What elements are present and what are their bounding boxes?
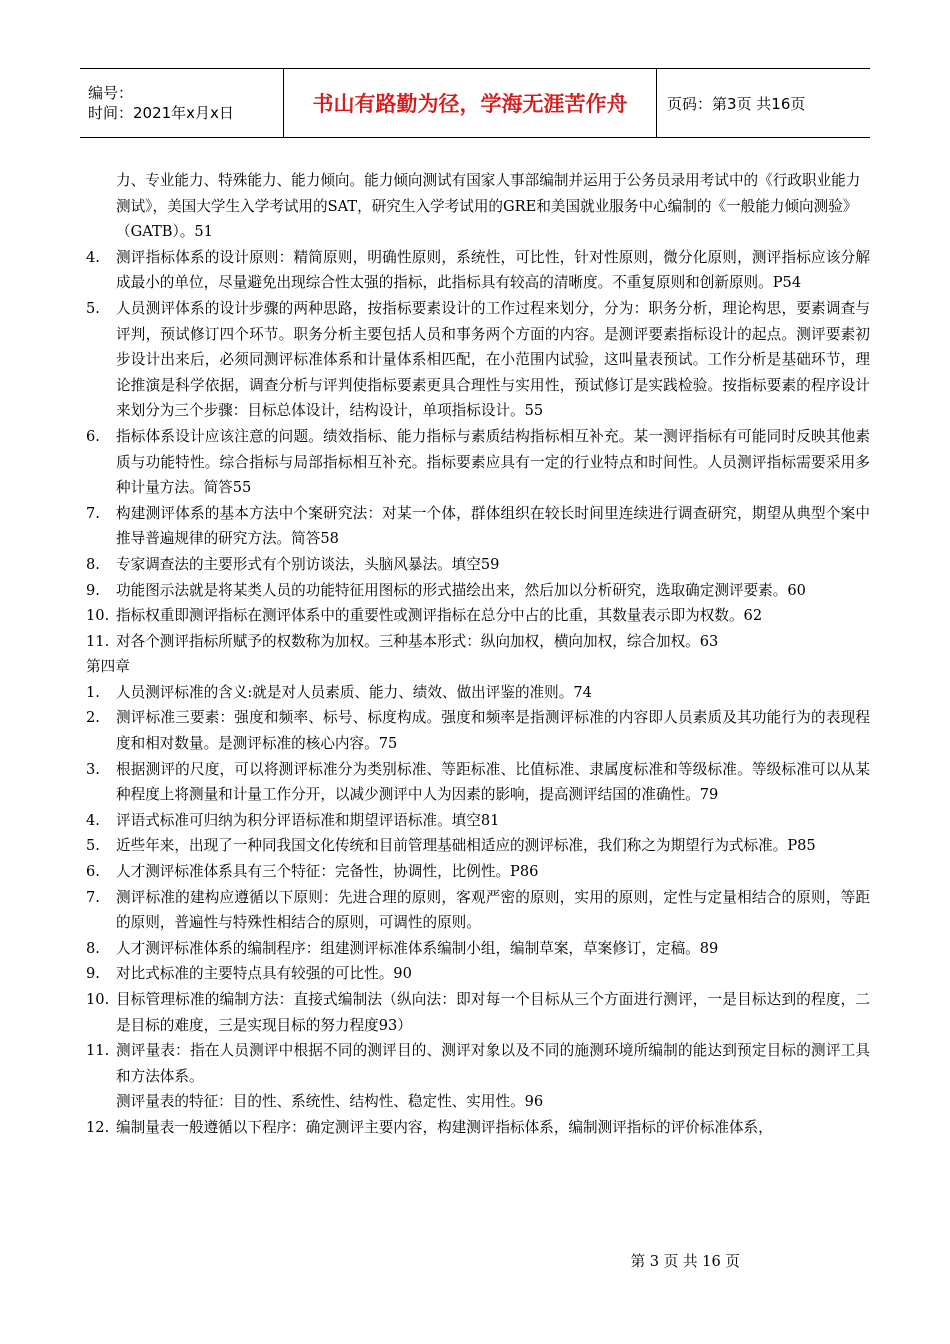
list-item <box>86 424 870 501</box>
item-number: 7. <box>86 888 100 906</box>
item-text: 指标权重即测评指标在测评体系中的重要性或测评指标在总分中占的比重，其数量表示即为权数。62 <box>116 607 763 625</box>
list-item <box>86 757 870 808</box>
page-header <box>80 68 870 138</box>
page-footer: 第 3 页 共 16 页 <box>630 1253 740 1270</box>
document-number-label: 编号： <box>88 84 134 102</box>
item-text: 测评标准三要素：强度和频率、标号、标度构成。强度和频率是指测评标准的内容即人员素质及其功能行为的表现程度和相对数量。是测评标准的核心内容。75 <box>116 709 870 753</box>
item-text: 测评指标体系的设计原则：精简原则，明确性原则，系统性，可比性，针对性原则，微分化原则，测评指标应该分解成最小的单位，尽量避免出现综合性太强的指标，此指标具有较高的清晰度。不重复原则和创新原则。P54 <box>116 248 870 292</box>
item-text: 人员测评体系的设计步骤的两种思路，按指标要素设计的工作过程来划分，分为：职务分析，理论构思，要素调查与评判，预试修订四个环节。职务分析主要包括人员和事务两个方面的内容。是测评要素指标设计的起点。测评要素初步设计出来后，必须同测评标准体系和计量体系相匹配，在小范围内试验，这叫量表预试。工作分析是基础环节，理论推演是科学依据，调查分析与评判使指标要素更具合理性与实用性，预试修订是实践检验。按指标要素的程序设计来划分为三个步骤：目标总体设计，结构设计，单项指标设计。55 <box>116 299 870 420</box>
header-page-info <box>657 69 870 137</box>
item-11-continuation: 测评量表的特征：目的性、系统性、结构性、稳定性、实用性。96 <box>116 1093 544 1111</box>
list-item <box>86 859 870 885</box>
item-text: 目标管理标准的编制方法：直接式编制法（纵向法：即对每一个目标从三个方面进行测评，一是目标达到的程度，二是目标的难度，三是实现目标的努力程度93） <box>116 991 870 1034</box>
item-number: 5. <box>86 299 100 317</box>
page-number-label: 页码：第3页 共16页 <box>667 94 806 113</box>
list-item <box>86 987 870 1038</box>
list-item <box>86 578 870 604</box>
item-number: 11. <box>86 632 110 650</box>
list-item <box>86 705 870 756</box>
list-item <box>86 501 870 552</box>
item-number: 6. <box>86 863 100 881</box>
header-meta <box>80 69 283 137</box>
item-text: 人才测评标准体系具有三个特征：完备性，协调性，比例性。P86 <box>116 863 539 881</box>
list-item <box>86 629 870 655</box>
motto-text: 书山有路勤为径，学海无涯苦作舟 <box>312 92 628 116</box>
item-text: 编制量表一般遵循以下程序：确定测评主要内容，构建测评指标体系，编制测评指标的评价标准体系， <box>116 1118 773 1136</box>
list-item <box>86 552 870 578</box>
item-text: 人才测评标准体系的编制程序：组建测评标准体系编制小组，编制草案，草案修订，定稿。89 <box>116 939 719 957</box>
item-text: 评语式标准可归纳为积分评语标准和期望评语标准。填空81 <box>116 811 500 829</box>
item-number: 9. <box>86 965 100 983</box>
document-body <box>86 168 870 1141</box>
item-text: 对比式标准的主要特点具有较强的可比性。90 <box>116 965 412 983</box>
chapter-heading: 第四章 <box>86 658 130 676</box>
item-number: 10. <box>86 991 110 1008</box>
list-item <box>86 808 870 834</box>
list-item <box>86 885 870 936</box>
item-text: 测评量表：指在人员测评中根据不同的测评目的、测评对象以及不同的施测环境所编制的能达到预定目标的测评工具和方法体系。 <box>116 1042 870 1085</box>
item-number: 4. <box>86 248 100 266</box>
item-number: 12. <box>86 1118 110 1136</box>
item-text: 人员测评标准的含义:就是对人员素质、能力、绩效、做出评鉴的准则。74 <box>116 683 592 701</box>
item-text: 专家调查法的主要形式有个别访谈法，头脑风暴法。填空59 <box>116 555 500 573</box>
item-number: 1. <box>86 683 100 701</box>
item-text: 根据测评的尺度，可以将测评标准分为类别标准、等距标准、比值标准、隶属度标准和等级标准。等级标准可以从某种程度上将测量和计量工作分开，以减少测评中人为因素的影响，提高测评结国的准确性。79 <box>116 760 870 804</box>
item-number: 8. <box>86 555 100 573</box>
document-time-label: 时间：2021年x月x日 <box>88 104 234 122</box>
item-number: 10. <box>86 607 110 625</box>
list-item <box>86 833 870 859</box>
item-text: 近些年来，出现了一种同我国文化传统和目前管理基础相适应的测评标准，我们称之为期望行为式标准。P85 <box>116 837 816 855</box>
item-list-chapter-3 <box>86 245 870 655</box>
item-number: 5. <box>86 837 100 855</box>
item-number: 9. <box>86 581 100 599</box>
item-text: 测评标准的建构应遵循以下原则：先进合理的原则，客观严密的原则，实用的原则，定性与定量相结合的原则，等距的原则，普遍性与特殊性相结合的原则，可调性的原则。 <box>116 888 870 932</box>
item-number: 7. <box>86 504 100 522</box>
continued-paragraph: 力、专业能力、特殊能力、能力倾向。能力倾向测试有国家人事部编制并运用于公务员录用考试中的《行政职业能力测试》，美国大学生入学考试用的SAT，研究生入学考试用的GRE和美国就业服务中心编制的《一般能力倾向测验》（GATB）。51 <box>116 172 861 241</box>
item-number: 3. <box>86 760 100 778</box>
item-number: 4. <box>86 811 100 829</box>
item-number: 6. <box>86 427 100 445</box>
list-item <box>86 1038 870 1089</box>
list-item <box>86 296 870 424</box>
list-item <box>86 936 870 962</box>
item-text: 指标体系设计应该注意的问题。绩效指标、能力指标与素质结构指标相互补充。某一测评指标有可能同时反映其他素质与功能特性。综合指标与局部指标相互补充。指标要素应具有一定的行业特点和时间性。人员测评指标需要采用多种计量方法。简答55 <box>116 427 870 497</box>
item-list-chapter-4 <box>86 680 870 1090</box>
list-item <box>86 1115 870 1141</box>
list-item <box>86 961 870 987</box>
list-item <box>86 603 870 629</box>
list-item <box>86 245 870 296</box>
header-motto <box>283 69 657 137</box>
item-text: 功能图示法就是将某类人员的功能特征用图标的形式描绘出来，然后加以分析研究，选取确定测评要素。60 <box>116 581 806 599</box>
item-number: 8. <box>86 939 100 957</box>
item-text: 构建测评体系的基本方法中个案研究法：对某一个体，群体组织在较长时间里连续进行调查研究，期望从典型个案中推导普遍规律的研究方法。简答58 <box>116 504 870 548</box>
list-item <box>86 680 870 706</box>
item-number: 11. <box>86 1042 110 1060</box>
item-number: 2. <box>86 709 100 727</box>
item-text: 对各个测评指标所赋予的权数称为加权。三种基本形式：纵向加权，横向加权，综合加权。63 <box>116 632 719 650</box>
